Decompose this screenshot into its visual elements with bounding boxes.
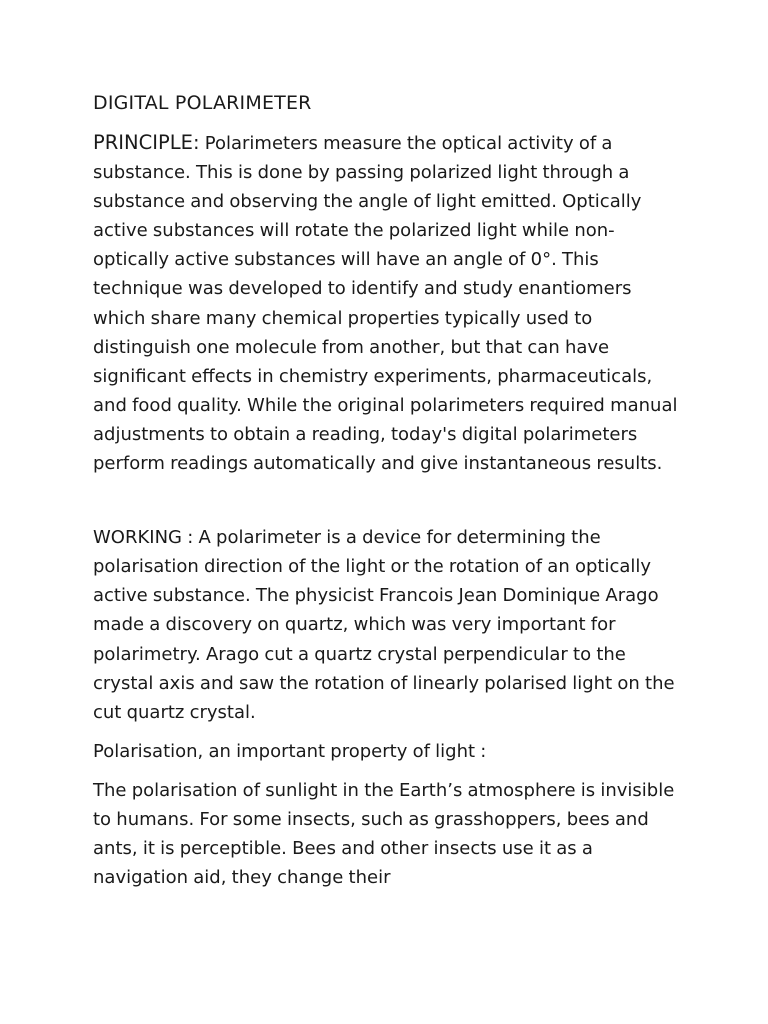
- principle-text: Polarimeters measure the optical activity of a substance. This is done by passing polarized light through a substance and observing the angle of light emitted. Optically active substances will rotate the polarized light while non-optically active substances will have an angle of 0°. This technique was developed to identify and study enantiomers which share many chemical properties typically used to distinguish one molecule from another, but that can have significant effects in chemistry experiments, pharmaceuticals, and food quality. While the original polarimeters required manual adjustments to obtain a reading, today's digital polarimeters perform readings automatically and give instantaneous results.: [93, 133, 678, 475]
- principle-paragraph: [93, 128, 683, 478]
- principle-heading: PRINCIPLE:: [93, 131, 200, 154]
- polarisation-heading: Polarisation, an important property of light :: [93, 740, 487, 762]
- working-paragraph: WORKING : A polarimeter is a device for determining the polarisation direction of the light or the rotation of an optically active substance. The physicist Francois Jean Dominique Arago made a discovery on quartz, which was very important for polarimetry. Arago cut a quartz crystal perpendicular to the crystal axis and saw the rotation of linearly polarised light on the cut quartz crystal.: [93, 527, 675, 723]
- document-title: DIGITAL POLARIMETER: [93, 92, 312, 114]
- polarisation-paragraph: The polarisation of sunlight in the Earth’s atmosphere is invisible to humans. For some insects, such as grasshoppers, bees and ants, it is perceptible. Bees and other insects use it as a navigation aid, they change their: [93, 779, 675, 889]
- document-page: [93, 88, 683, 892]
